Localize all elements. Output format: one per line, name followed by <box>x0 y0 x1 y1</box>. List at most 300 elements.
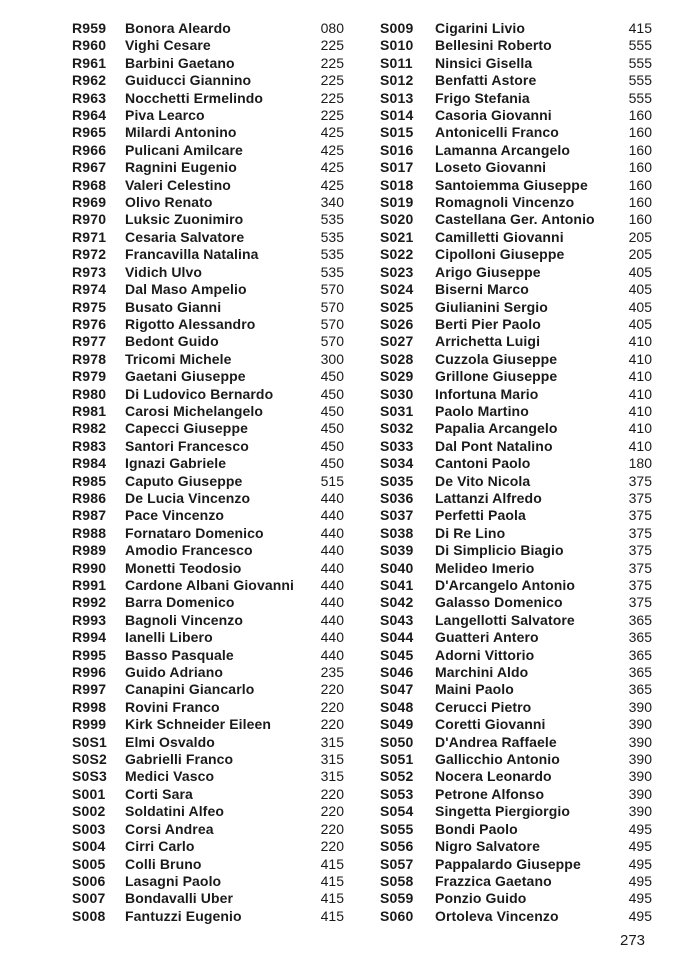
entry-code: R995 <box>72 646 107 663</box>
entry-value: 375 <box>628 577 652 593</box>
list-row <box>72 194 344 211</box>
list-row <box>72 664 344 681</box>
entry-code: R988 <box>72 524 107 541</box>
entry-code: R975 <box>72 298 107 315</box>
entry-value: 495 <box>628 855 652 872</box>
entry-value: 495 <box>628 838 652 855</box>
entry-name: Fantuzzi Eugenio <box>125 907 242 924</box>
list-row <box>72 281 344 298</box>
entry-value: 440 <box>320 559 344 576</box>
entry-code: S038 <box>380 524 414 541</box>
entry-code: S053 <box>380 785 414 802</box>
entry-name: Nocera Leonardo <box>435 768 552 785</box>
list-row <box>380 194 652 211</box>
entry-name: Bagnoli Vincenzo <box>125 611 244 628</box>
entry-value: 315 <box>320 733 344 750</box>
entry-name: Grillone Giuseppe <box>435 368 558 385</box>
list-row <box>380 420 652 437</box>
entry-name: Pulicani Amilcare <box>125 141 243 158</box>
list-row <box>380 768 652 785</box>
entry-name: Cirri Carlo <box>125 838 195 855</box>
entry-value: 315 <box>320 751 344 768</box>
entry-value: 405 <box>628 281 652 298</box>
entry-code: R973 <box>72 263 107 280</box>
entry-value: 340 <box>320 194 344 211</box>
entry-name: Rovini Franco <box>125 698 220 715</box>
list-row <box>380 386 652 403</box>
entry-code: S017 <box>380 159 414 176</box>
entry-value: 375 <box>628 559 652 576</box>
entry-value: 080 <box>320 20 344 36</box>
entry-name: Cardone Albani Giovanni <box>125 577 295 593</box>
list-row <box>380 107 652 124</box>
list-row <box>72 873 344 890</box>
entry-name: Guiducci Giannino <box>125 72 252 89</box>
entry-name: Casoria Giovanni <box>435 107 552 124</box>
right-column <box>380 20 652 925</box>
list-row <box>380 786 652 803</box>
list-row <box>380 473 652 490</box>
entry-value: 220 <box>320 698 344 715</box>
entry-code: S015 <box>380 124 414 141</box>
entry-value: 225 <box>320 37 344 54</box>
entry-value: 415 <box>320 890 344 907</box>
list-row <box>380 72 652 89</box>
page-number: 273 <box>620 932 646 949</box>
entry-code: S026 <box>380 315 414 332</box>
entry-value: 440 <box>320 629 344 646</box>
entry-code: S0S1 <box>72 733 108 750</box>
entry-name: Amodio Francesco <box>125 542 253 559</box>
entry-name: Basso Pasquale <box>125 646 234 663</box>
entry-value: 570 <box>320 298 344 315</box>
entry-value: 535 <box>320 246 344 263</box>
list-row <box>380 699 652 716</box>
entry-name: Nigro Salvatore <box>435 838 540 855</box>
list-row <box>380 55 652 72</box>
entry-value: 415 <box>320 855 344 872</box>
entry-value: 405 <box>628 315 652 332</box>
list-row <box>380 803 652 820</box>
entry-value: 160 <box>628 141 652 158</box>
entry-value: 405 <box>628 263 652 280</box>
entry-value: 220 <box>320 716 344 733</box>
entry-name: Cesaria Salvatore <box>125 228 245 245</box>
entry-name: Infortuna Mario <box>435 385 539 402</box>
list-row <box>72 177 344 194</box>
entry-value: 450 <box>320 455 344 472</box>
list-row <box>380 594 652 611</box>
list-row <box>72 629 344 646</box>
entry-value: 425 <box>320 159 344 176</box>
entry-value: 440 <box>320 524 344 541</box>
list-row <box>72 351 344 368</box>
entry-code: S008 <box>72 907 106 924</box>
entry-value: 415 <box>320 907 344 924</box>
entry-name: Papalia Arcangelo <box>435 420 558 437</box>
entry-name: Ignazi Gabriele <box>125 455 227 472</box>
list-row <box>380 716 652 733</box>
entry-value: 205 <box>628 228 652 245</box>
entry-value: 390 <box>628 751 652 768</box>
entry-code: R989 <box>72 542 107 559</box>
entry-name: Bedont Guido <box>125 333 219 350</box>
entry-code: S011 <box>380 54 413 71</box>
entry-value: 440 <box>320 594 344 611</box>
entry-name: Guido Adriano <box>125 664 223 681</box>
list-row <box>72 821 344 838</box>
entry-name: Colli Bruno <box>125 855 202 872</box>
entry-code: S051 <box>380 751 414 768</box>
list-row <box>380 507 652 524</box>
entry-code: R967 <box>72 159 107 176</box>
entry-name: Vighi Cesare <box>125 37 211 54</box>
entry-value: 425 <box>320 141 344 158</box>
entry-code: R996 <box>72 664 107 681</box>
list-row <box>72 542 344 559</box>
list-row <box>72 20 344 37</box>
entry-code: S004 <box>72 838 106 855</box>
entry-value: 415 <box>320 872 344 889</box>
entry-name: Gabrielli Franco <box>125 751 234 768</box>
list-row <box>72 386 344 403</box>
entry-name: Maini Paolo <box>435 681 514 698</box>
entry-name: Barbini Gaetano <box>125 54 235 71</box>
entry-name: Cigarini Livio <box>435 20 526 36</box>
entry-value: 390 <box>628 768 652 785</box>
entry-name: Giulianini Sergio <box>435 298 548 315</box>
list-row <box>380 525 652 542</box>
entry-code: R970 <box>72 211 107 228</box>
list-row <box>72 159 344 176</box>
list-row <box>72 490 344 507</box>
entry-code: R983 <box>72 437 107 454</box>
list-row <box>72 786 344 803</box>
entry-name: Bonora Aleardo <box>125 20 231 36</box>
list-row <box>380 333 652 350</box>
entry-value: 220 <box>320 820 344 837</box>
entry-name: Camilletti Giovanni <box>435 228 564 245</box>
list-row <box>72 142 344 159</box>
entry-name: Guatteri Antero <box>435 629 539 646</box>
list-row <box>380 368 652 385</box>
entry-code: S046 <box>380 664 414 681</box>
list-row <box>72 368 344 385</box>
list-row <box>72 438 344 455</box>
list-row <box>72 612 344 629</box>
list-row <box>72 37 344 54</box>
entry-name: Perfetti Paola <box>435 507 526 524</box>
entry-value: 375 <box>628 489 652 506</box>
entry-value: 425 <box>320 176 344 193</box>
list-row <box>72 90 344 107</box>
entry-name: Ponzio Guido <box>435 890 527 907</box>
list-row <box>380 177 652 194</box>
entry-name: De Lucia Vincenzo <box>125 489 251 506</box>
entry-code: R969 <box>72 194 107 211</box>
list-row <box>72 403 344 420</box>
entry-code: S041 <box>380 577 414 593</box>
entry-value: 405 <box>628 298 652 315</box>
list-row <box>72 768 344 785</box>
entry-value: 390 <box>628 698 652 715</box>
entry-value: 375 <box>628 594 652 611</box>
entry-code: R965 <box>72 124 107 141</box>
entry-value: 555 <box>628 54 652 71</box>
list-row <box>380 681 652 698</box>
entry-name: Cuzzola Giuseppe <box>435 350 558 367</box>
entry-code: S039 <box>380 542 414 559</box>
list-row <box>72 333 344 350</box>
entry-code: S034 <box>380 455 414 472</box>
entry-value: 220 <box>320 838 344 855</box>
entry-code: S012 <box>380 72 414 89</box>
entry-value: 160 <box>628 124 652 141</box>
entry-code: S052 <box>380 768 414 785</box>
entry-code: R980 <box>72 385 107 402</box>
entry-code: S029 <box>380 368 414 385</box>
entry-name: Lattanzi Alfredo <box>435 489 542 506</box>
entry-code: S047 <box>380 681 414 698</box>
entry-name: Cantoni Paolo <box>435 455 531 472</box>
entry-value: 365 <box>628 681 652 698</box>
list-row <box>72 264 344 281</box>
entry-code: R992 <box>72 594 107 611</box>
entry-value: 390 <box>628 716 652 733</box>
entry-name: Carosi Michelangelo <box>125 402 264 419</box>
entry-name: Benfatti Astore <box>435 72 537 89</box>
entry-value: 555 <box>628 72 652 89</box>
entry-value: 225 <box>320 89 344 106</box>
list-row <box>72 72 344 89</box>
list-row <box>72 803 344 820</box>
entry-code: S005 <box>72 855 106 872</box>
entry-value: 535 <box>320 263 344 280</box>
entry-value: 570 <box>320 281 344 298</box>
entry-code: S049 <box>380 716 414 733</box>
entry-value: 440 <box>320 542 344 559</box>
entry-name: Monetti Teodosio <box>125 559 242 576</box>
entry-value: 225 <box>320 72 344 89</box>
entry-name: Petrone Alfonso <box>435 785 545 802</box>
entry-name: Di Simplicio Biagio <box>435 542 564 559</box>
entry-code: R971 <box>72 228 107 245</box>
entry-value: 450 <box>320 368 344 385</box>
entry-code: R990 <box>72 559 107 576</box>
list-row <box>380 664 652 681</box>
entry-name: Cipolloni Giuseppe <box>435 246 565 263</box>
list-row <box>380 351 652 368</box>
entry-value: 415 <box>628 20 652 36</box>
list-row <box>72 734 344 751</box>
entry-code: S0S3 <box>72 768 108 785</box>
entry-value: 375 <box>628 507 652 524</box>
entry-name: D'Andrea Raffaele <box>435 733 557 750</box>
entry-name: Ianelli Libero <box>125 629 213 646</box>
list-row <box>72 246 344 263</box>
entry-name: Ragnini Eugenio <box>125 159 237 176</box>
entry-value: 410 <box>628 437 652 454</box>
entry-code: S027 <box>380 333 414 350</box>
list-row <box>380 542 652 559</box>
entry-value: 375 <box>628 542 652 559</box>
entry-name: Gaetani Giuseppe <box>125 368 246 385</box>
entry-name: Frazzica Gaetano <box>435 872 552 889</box>
entry-name: Berti Pier Paolo <box>435 315 541 332</box>
list-row <box>380 751 652 768</box>
entry-code: S054 <box>380 803 414 820</box>
list-row <box>380 908 652 925</box>
entry-value: 495 <box>628 907 652 924</box>
entry-value: 410 <box>628 350 652 367</box>
list-row <box>72 525 344 542</box>
entry-value: 535 <box>320 228 344 245</box>
entry-code: S013 <box>380 89 414 106</box>
entry-name: Barra Domenico <box>125 594 235 611</box>
entry-value: 555 <box>628 89 652 106</box>
entry-value: 375 <box>628 472 652 489</box>
entry-name: Antonicelli Franco <box>435 124 559 141</box>
entry-name: Ortoleva Vincenzo <box>435 907 559 924</box>
entry-code: S003 <box>72 820 106 837</box>
entry-code: S018 <box>380 176 414 193</box>
list-row <box>380 856 652 873</box>
entry-code: S009 <box>380 20 414 36</box>
entry-code: S050 <box>380 733 414 750</box>
entry-code: S058 <box>380 872 414 889</box>
entry-code: R984 <box>72 455 107 472</box>
entry-code: S057 <box>380 855 414 872</box>
entry-name: Pappalardo Giuseppe <box>435 855 581 872</box>
entry-name: Marchini Aldo <box>435 664 529 681</box>
list-row <box>72 838 344 855</box>
entry-value: 365 <box>628 629 652 646</box>
entry-value: 450 <box>320 385 344 402</box>
entry-value: 225 <box>320 54 344 71</box>
entry-code: S036 <box>380 489 414 506</box>
list-row <box>72 55 344 72</box>
entry-value: 570 <box>320 333 344 350</box>
entry-code: S059 <box>380 890 414 907</box>
list-row <box>72 856 344 873</box>
entry-name: Coretti Giovanni <box>435 716 546 733</box>
entry-name: Milardi Antonino <box>125 124 237 141</box>
entry-code: R997 <box>72 681 107 698</box>
list-row <box>380 734 652 751</box>
entry-value: 450 <box>320 437 344 454</box>
list-row <box>380 873 652 890</box>
list-row <box>380 229 652 246</box>
entry-value: 160 <box>628 176 652 193</box>
list-row <box>380 647 652 664</box>
list-row <box>380 438 652 455</box>
entry-value: 180 <box>628 455 652 472</box>
entry-value: 410 <box>628 385 652 402</box>
list-row <box>380 211 652 228</box>
entry-value: 365 <box>628 611 652 628</box>
entry-name: Piva Learco <box>125 107 205 124</box>
entry-name: Vidich Ulvo <box>125 263 203 280</box>
list-row <box>380 264 652 281</box>
entry-name: Rigotto Alessandro <box>125 315 256 332</box>
entry-name: Langellotti Salvatore <box>435 611 575 628</box>
entry-value: 160 <box>628 159 652 176</box>
entry-value: 495 <box>628 820 652 837</box>
entry-code: R979 <box>72 368 107 385</box>
list-row <box>72 594 344 611</box>
entry-value: 425 <box>320 124 344 141</box>
list-row <box>72 229 344 246</box>
entry-code: S042 <box>380 594 414 611</box>
entry-value: 440 <box>320 489 344 506</box>
list-row <box>380 890 652 907</box>
entry-code: R972 <box>72 246 107 263</box>
entry-code: S040 <box>380 559 414 576</box>
list-row <box>380 560 652 577</box>
entry-name: Medici Vasco <box>125 768 215 785</box>
entry-name: Ninsici Gisella <box>435 54 533 71</box>
list-row <box>380 403 652 420</box>
list-row <box>380 142 652 159</box>
entry-code: R962 <box>72 72 107 89</box>
entry-name: De Vito Nicola <box>435 472 531 489</box>
entry-value: 410 <box>628 420 652 437</box>
entry-code: R978 <box>72 350 107 367</box>
entry-value: 220 <box>320 803 344 820</box>
entry-code: R960 <box>72 37 107 54</box>
entry-code: R961 <box>72 54 107 71</box>
entry-name: Castellana Ger. Antonio <box>435 211 595 228</box>
list-row <box>380 90 652 107</box>
entry-name: Nocchetti Ermelindo <box>125 89 264 106</box>
entry-code: R976 <box>72 315 107 332</box>
entry-name: Dal Maso Ampelio <box>125 281 247 298</box>
entry-name: Singetta Piergiorgio <box>435 803 571 820</box>
entry-code: S028 <box>380 350 414 367</box>
list-row <box>72 716 344 733</box>
entry-value: 495 <box>628 872 652 889</box>
list-row <box>380 490 652 507</box>
entry-value: 440 <box>320 646 344 663</box>
entry-code: S033 <box>380 437 414 454</box>
entry-code: S060 <box>380 907 414 924</box>
entry-name: Melideo Imerio <box>435 559 535 576</box>
entry-value: 410 <box>628 333 652 350</box>
entry-name: Bondavalli Uber <box>125 890 234 907</box>
entry-name: Santoiemma Giuseppe <box>435 176 588 193</box>
entry-code: S044 <box>380 629 414 646</box>
entry-code: R985 <box>72 472 107 489</box>
entry-code: S022 <box>380 246 414 263</box>
entry-code: S002 <box>72 803 106 820</box>
entry-code: S016 <box>380 141 414 158</box>
entry-code: R963 <box>72 89 107 106</box>
entry-name: Bellesini Roberto <box>435 37 552 54</box>
entry-code: R964 <box>72 107 107 124</box>
entry-name: Adorni Vittorio <box>435 646 535 663</box>
entry-name: Di Re Lino <box>435 524 506 541</box>
list-row <box>72 299 344 316</box>
entry-name: Luksic Zuonimiro <box>125 211 244 228</box>
entry-code: R991 <box>72 577 107 593</box>
entry-code: S030 <box>380 385 414 402</box>
list-row <box>380 20 652 37</box>
list-row <box>72 420 344 437</box>
entry-name: Dal Pont Natalino <box>435 437 553 454</box>
list-row <box>380 612 652 629</box>
entry-code: S007 <box>72 890 106 907</box>
list-row <box>72 316 344 333</box>
